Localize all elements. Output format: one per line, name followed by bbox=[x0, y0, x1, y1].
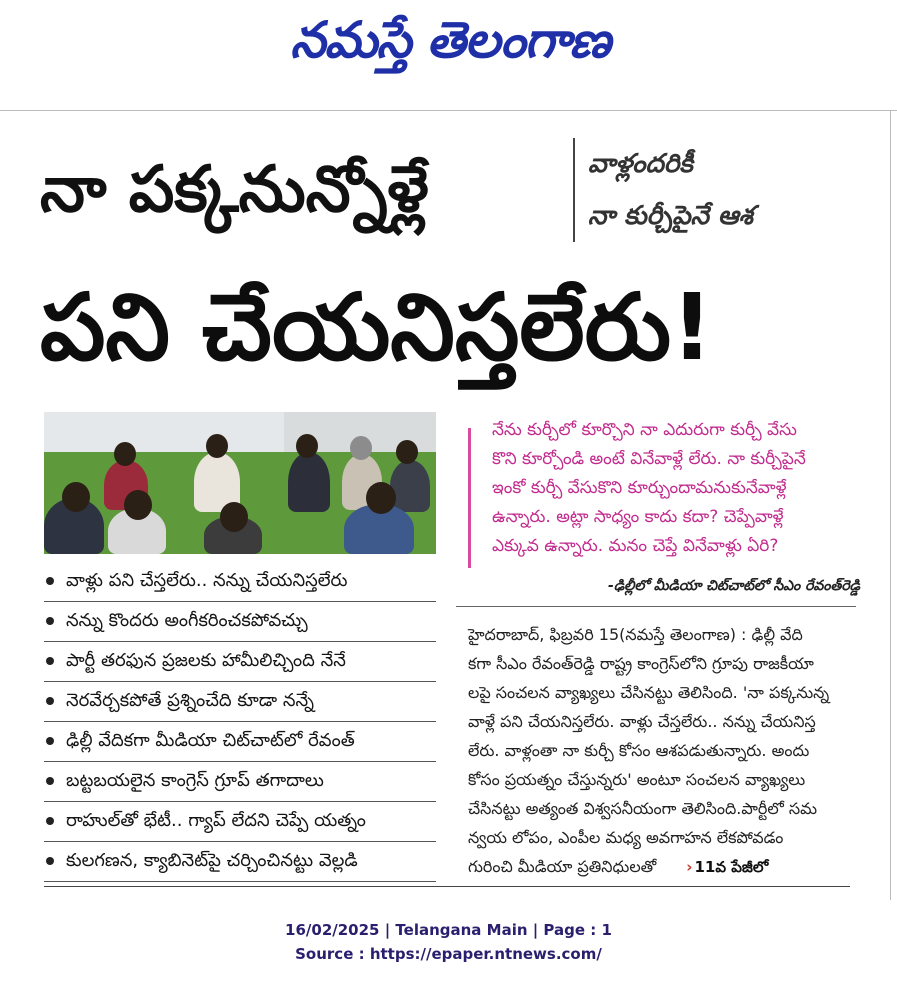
list-item bbox=[44, 642, 436, 682]
kicker-line: నా కుర్చీపైనే ఆశ bbox=[588, 201, 753, 231]
article-body bbox=[468, 620, 850, 882]
edition-info: 16/02/2025 | Telangana Main | Page : 1 bbox=[285, 921, 612, 939]
bullet-list bbox=[44, 562, 436, 882]
quote-bar bbox=[468, 428, 471, 568]
body-line: లేరు. వాళ్లంతా నా కుర్చీ కోసం ఆశపడుతున్నారు. అందు bbox=[468, 741, 810, 760]
body-line: కగా సీఎం రేవంత్‌రెడ్డి రాష్ట్ర కాంగ్రెస్‌లోని గ్రూపు రాజకీయా bbox=[468, 654, 814, 673]
quote-line: ఉన్నారు. అట్లా సాధ్యం కాదు కదా? చెప్పేవాళ్లే bbox=[492, 507, 784, 527]
divider bbox=[0, 110, 897, 111]
list-item bbox=[44, 562, 436, 602]
photo-person bbox=[62, 482, 90, 512]
bullet-icon bbox=[46, 777, 54, 785]
body-line: వాళ్లే పని చేయనిస్తలేరు. వాళ్లు చేస్తలేరు.. నన్ను చేయనిస్త bbox=[468, 712, 816, 731]
chevron-right-icon: › bbox=[686, 858, 693, 876]
photo-person bbox=[114, 442, 136, 466]
list-item-text: రాహుల్‌తో భేటీ.. గ్యాప్ లేదని చెప్పే యత్నం bbox=[66, 810, 366, 831]
divider bbox=[44, 886, 850, 887]
list-item bbox=[44, 802, 436, 842]
list-item bbox=[44, 722, 436, 762]
list-item bbox=[44, 762, 436, 802]
page-footer bbox=[0, 918, 897, 966]
photo-person bbox=[396, 440, 418, 464]
list-item-text: కులగణన, క్యాబినెట్‌పై చర్చించినట్టు వెల్లడి bbox=[66, 850, 358, 871]
photo-person bbox=[366, 482, 396, 514]
headline-line1: నా పక్కనున్నోళ్లే bbox=[40, 153, 429, 227]
list-item bbox=[44, 602, 436, 642]
list-item-text: నెరవేర్చకపోతే ప్రశ్నించేది కూడా నన్నే bbox=[66, 690, 315, 711]
body-line: చేసినట్టు అత్యంత విశ్వసనీయంగా తెలిసింది.పార్టీలో సమ bbox=[468, 799, 818, 818]
body-line-text: గురించి మీడియా ప్రతినిధులతో bbox=[468, 857, 657, 876]
kicker bbox=[588, 138, 888, 242]
continued-label: 11వ పేజీలో bbox=[694, 858, 769, 876]
list-item bbox=[44, 842, 436, 882]
list-item-text: బట్టబయలైన కాంగ్రెస్ గ్రూప్ తగాదాలు bbox=[66, 770, 324, 791]
bullet-icon bbox=[46, 737, 54, 745]
divider bbox=[573, 138, 575, 242]
photo-person bbox=[390, 460, 430, 512]
quote-line: ఇంకో కుర్చీ వేసుకొని కూర్చుందామనుకునేవాళ్లే bbox=[492, 478, 787, 498]
body-line bbox=[468, 852, 850, 882]
list-item-text: పార్టీ తరఫున ప్రజలకు హామీలిచ్చింది నేనే bbox=[66, 650, 346, 671]
bullet-icon bbox=[46, 697, 54, 705]
news-photo bbox=[44, 412, 436, 554]
list-item-text: ఢిల్లీ వేదికగా మీడియా చిట్‌చాట్‌లో రేవంత్ bbox=[66, 730, 355, 751]
bullet-icon bbox=[46, 657, 54, 665]
body-line: హైదరాబాద్, ఫిబ్రవరి 15(నమస్తే తెలంగాణ) : ఢిల్లీ వేది bbox=[468, 625, 803, 644]
body-line: న్వయ లోపం, ఎంపీల మధ్య అవగాహన లేకపోవడం bbox=[468, 828, 784, 847]
photo-person bbox=[296, 434, 318, 458]
quote-line: కొని కూర్చోండి అంటే వినేవాళ్లే లేరు. నా కుర్చీపైనే bbox=[492, 449, 806, 469]
quote-attribution: -ఢిల్లీలో మీడియా చిట్‌చాట్‌లో సీఎం రేవంత్‌రెడ్డి bbox=[608, 578, 860, 594]
bullet-icon bbox=[46, 817, 54, 825]
main-headline: పని చేయనిస్తలేరు! bbox=[40, 274, 713, 381]
source-link[interactable]: Source : https://epaper.ntnews.com/ bbox=[295, 945, 602, 963]
continued-link[interactable] bbox=[686, 853, 768, 882]
body-line: కోసం ప్రయత్నం చేస్తున్నరు' అంటూ సంచలన వ్యాఖ్యలు bbox=[468, 770, 806, 789]
photo-person bbox=[220, 502, 248, 532]
pull-quote bbox=[492, 416, 852, 561]
bullet-icon bbox=[46, 857, 54, 865]
photo-person bbox=[350, 436, 372, 460]
list-item bbox=[44, 682, 436, 722]
list-item-text: నన్ను కొందరు అంగీకరించకపోవచ్చు bbox=[66, 610, 308, 631]
newspaper-logo: నమస్తే తెలంగాణ bbox=[290, 11, 610, 69]
quote-line: నేను కుర్చీలో కూర్చొని నా ఎదురుగా కుర్చీ వేసు bbox=[492, 420, 797, 440]
photo-person bbox=[124, 490, 152, 520]
page-border bbox=[890, 110, 891, 900]
photo-person bbox=[288, 452, 330, 512]
bullet-icon bbox=[46, 577, 54, 585]
photo-person bbox=[206, 434, 228, 458]
masthead bbox=[0, 0, 897, 100]
kicker-line: వాళ్లందరికీ bbox=[588, 149, 693, 179]
divider bbox=[456, 606, 856, 607]
quote-line: ఎక్కువ ఉన్నారు. మనం చెప్తే వినేవాళ్లు ఏరి? bbox=[492, 536, 779, 556]
body-line: లపై సంచలన వ్యాఖ్యలు చేసినట్టు తెలిసింది. 'నా పక్కనున్న bbox=[468, 683, 830, 702]
bullet-icon bbox=[46, 617, 54, 625]
list-item-text: వాళ్లు పని చేస్తలేరు.. నన్ను చేయనిస్తలేరు bbox=[66, 570, 348, 591]
